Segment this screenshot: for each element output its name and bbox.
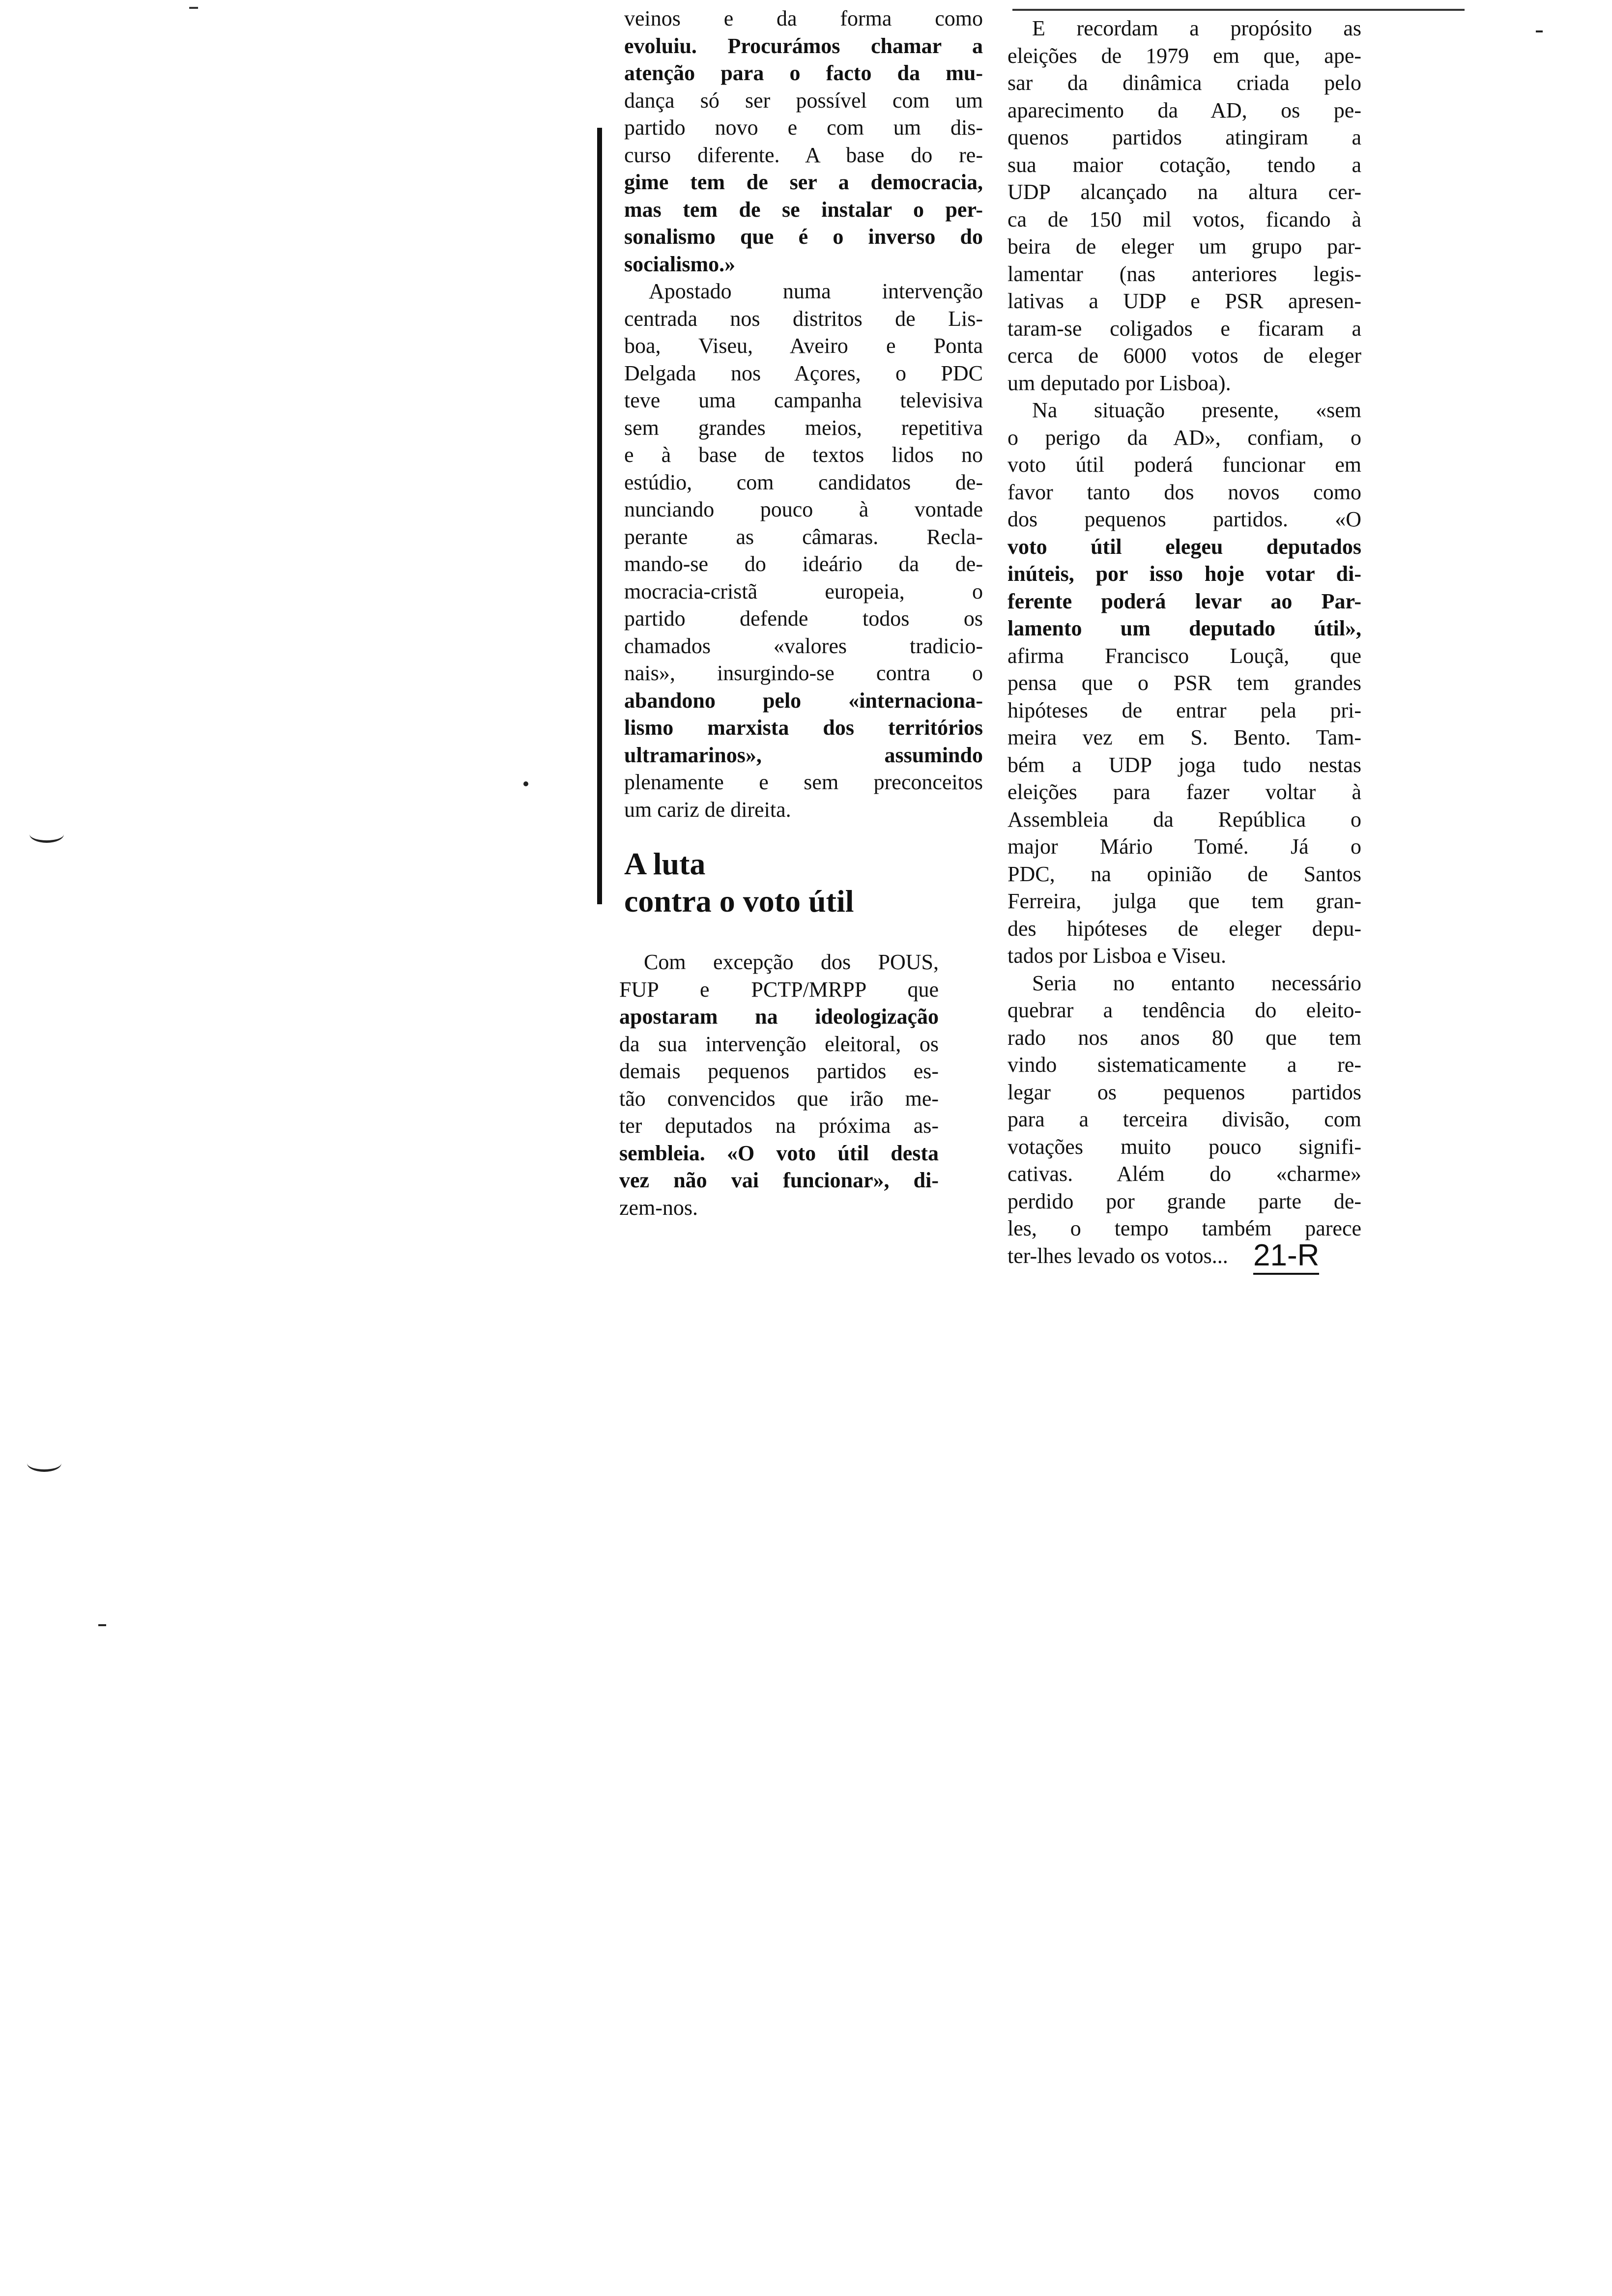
text-line: curso diferente. A base do re- <box>624 143 983 167</box>
text-line: des hipóteses de eleger depu- <box>1008 916 1361 941</box>
right-paragraph-2 <box>1008 397 1361 970</box>
text-line: votações muito pouco signifi- <box>1008 1134 1361 1159</box>
text-line: chamados «valores tradicio- <box>624 633 983 658</box>
text-line: E recordam a propósito as <box>1032 16 1361 40</box>
text-line: abandono pelo «internaciona- <box>624 688 983 713</box>
text-line: beira de eleger um grupo par- <box>1008 234 1361 258</box>
right-paragraph-3 <box>1008 970 1361 1270</box>
text-line: Assembleia da República o <box>1008 807 1361 832</box>
text-line: PDC, na opinião de Santos <box>1008 861 1361 886</box>
text-line: perdido por grande parte de- <box>1008 1189 1361 1213</box>
column-edge-bar <box>597 128 602 904</box>
text-line: para a terceira divisão, com <box>1008 1107 1361 1131</box>
text-line: um cariz de direita. <box>624 797 791 822</box>
text-line: quenos partidos atingiram a <box>1008 125 1361 149</box>
text-line: atenção para o facto da mu- <box>624 61 983 85</box>
subheading-line-1: A luta <box>624 846 706 881</box>
right-column <box>1008 15 1361 1269</box>
text-line: da sua intervenção eleitoral, os <box>619 1032 939 1056</box>
text-line: FUP e PCTP/MRPP que <box>619 977 939 1002</box>
text-line: quebrar a tendência do eleito- <box>1008 998 1361 1022</box>
text-line: aparecimento da AD, os pe- <box>1008 98 1361 122</box>
text-line: favor tanto dos novos como <box>1008 480 1361 504</box>
scan-speck <box>523 781 528 786</box>
text-line: vindo sistematicamente a re- <box>1008 1053 1361 1077</box>
text-line: Na situação presente, «sem <box>1032 398 1361 422</box>
text-line: lamento um deputado útil», <box>1008 616 1361 640</box>
left-paragraph-3 <box>619 948 939 1221</box>
text-line: demais pequenos partidos es- <box>619 1059 939 1083</box>
text-line: cativas. Além do «charme» <box>1008 1162 1361 1186</box>
text-line: ter deputados na próxima as- <box>619 1114 939 1138</box>
text-line: lamentar (nas anteriores legis- <box>1008 261 1361 286</box>
text-line: tão convencidos que irão me- <box>619 1086 939 1111</box>
right-paragraph-1 <box>1008 15 1361 397</box>
text-line: les, o tempo também parece <box>1008 1216 1361 1240</box>
scan-curl-mark <box>29 826 64 843</box>
left-column <box>624 5 983 823</box>
text-line: Ferreira, julga que tem gran- <box>1008 889 1361 913</box>
text-line: ferente poderá levar ao Par- <box>1008 589 1361 613</box>
text-line: UDP alcançado na altura cer- <box>1008 180 1361 204</box>
text-line: eleições de 1979 em que, ape- <box>1008 43 1361 68</box>
text-line: ca de 150 mil votos, ficando à <box>1008 207 1361 231</box>
text-line: Apostado numa intervenção <box>649 279 983 303</box>
text-line: socialismo.» <box>624 252 736 276</box>
text-line: lismo marxista dos territórios <box>624 716 983 740</box>
text-line: afirma Francisco Louçã, que <box>1008 643 1361 668</box>
text-line: mando-se do ideário da de- <box>624 552 983 576</box>
text-line: mocracia-cristã europeia, o <box>624 579 983 603</box>
left-column-after-subheading <box>619 948 939 1221</box>
top-rule <box>1012 9 1465 11</box>
text-line: Com excepção dos POUS, <box>644 950 939 974</box>
left-paragraph-2 <box>624 278 983 823</box>
text-line: sembleia. «O voto útil desta <box>619 1141 939 1165</box>
text-line: sonalismo que é o inverso do <box>624 225 983 249</box>
text-line: perante as câmaras. Recla- <box>624 524 983 549</box>
text-line: nais», insurgindo-se contra o <box>624 661 983 685</box>
text-line: um deputado por Lisboa). <box>1008 371 1231 395</box>
text-line: Delgada nos Açores, o PDC <box>624 361 983 385</box>
text-line: pensa que o PSR tem grandes <box>1008 671 1361 695</box>
text-line: ultramarinos», assumindo <box>624 743 983 767</box>
text-line: mas tem de se instalar o per- <box>624 197 983 222</box>
text-line: plenamente e sem preconceitos <box>624 770 983 794</box>
text-line: partido novo e com um dis- <box>624 115 983 140</box>
text-line: veinos e da forma como <box>624 6 983 30</box>
text-line: o perigo da AD», confiam, o <box>1008 425 1361 450</box>
text-line: partido defende todos os <box>624 606 983 631</box>
text-line: ter-lhes levado os votos... <box>1008 1243 1228 1268</box>
scan-curl-mark <box>27 1455 61 1472</box>
text-line: teve uma campanha televisiva <box>624 388 983 412</box>
scan-speck <box>98 1624 106 1626</box>
text-line: gime tem de ser a democracia, <box>624 170 983 194</box>
text-line: inúteis, por isso hoje votar di- <box>1008 562 1361 586</box>
text-line: dança só ser possível com um <box>624 88 983 113</box>
text-line: sem grandes meios, repetitiva <box>624 415 983 440</box>
text-line: voto útil elegeu deputados <box>1008 534 1361 559</box>
text-line: sua maior cotação, tendo a <box>1008 152 1361 177</box>
subheading <box>624 845 968 920</box>
text-line: dos pequenos partidos. «O <box>1008 507 1361 531</box>
text-line: hipóteses de entrar pela pri- <box>1008 698 1361 722</box>
text-line: Seria no entanto necessário <box>1032 971 1361 995</box>
text-line: apostaram na ideologização <box>619 1004 939 1029</box>
text-line: cerca de 6000 votos de eleger <box>1008 344 1361 368</box>
page-number: 21-R <box>1253 1238 1319 1275</box>
text-line: vez não vai funcionar», di- <box>619 1168 939 1192</box>
text-line: meira vez em S. Bento. Tam- <box>1008 725 1361 749</box>
text-line: centrada nos distritos de Lis- <box>624 306 983 331</box>
text-line: zem-nos. <box>619 1195 698 1220</box>
text-line: tados por Lisboa e Viseu. <box>1008 944 1227 968</box>
text-line: eleições para fazer voltar à <box>1008 780 1361 804</box>
left-paragraph-1 <box>624 5 983 278</box>
scan-speck <box>1536 30 1543 32</box>
scan-mark <box>189 7 198 9</box>
text-line: legar os pequenos partidos <box>1008 1080 1361 1104</box>
text-line: bém a UDP joga tudo nestas <box>1008 752 1361 777</box>
text-line: major Mário Tomé. Já o <box>1008 834 1361 859</box>
text-line: estúdio, com candidatos de- <box>624 470 983 494</box>
text-line: lativas a UDP e PSR apresen- <box>1008 289 1361 313</box>
text-line: e à base de textos lidos no <box>624 443 983 467</box>
text-line: rado nos anos 80 que tem <box>1008 1025 1361 1050</box>
text-line: evoluiu. Procurámos chamar a <box>624 33 983 58</box>
text-line: taram-se coligados e ficaram a <box>1008 316 1361 341</box>
text-line: sar da dinâmica criada pelo <box>1008 71 1361 95</box>
text-line: boa, Viseu, Aveiro e Ponta <box>624 334 983 358</box>
subheading-line-2: contra o voto útil <box>624 884 854 918</box>
text-line: voto útil poderá funcionar em <box>1008 453 1361 477</box>
text-line: nunciando pouco à vontade <box>624 497 983 521</box>
